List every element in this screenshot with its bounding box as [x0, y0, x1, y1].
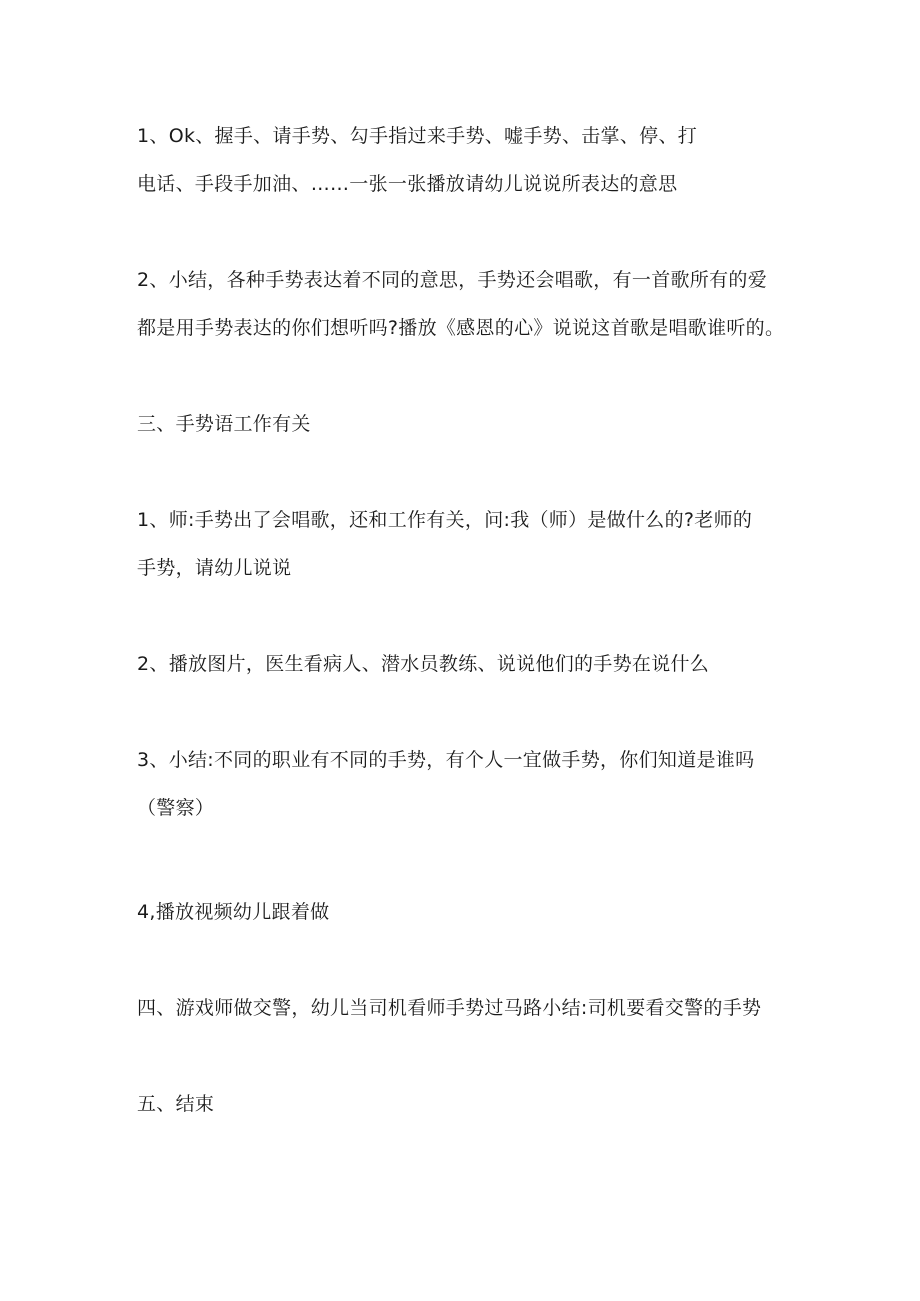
text-line: 手势，请幼儿说说 — [137, 557, 292, 579]
section-heading: 三、手势语工作有关 — [137, 413, 311, 435]
section-heading: 五、结束 — [137, 1093, 215, 1115]
text-line: 1、Ok、握手、请手势、勾手指过来手势、嘘手势、击掌、停、打 — [137, 125, 698, 147]
text-line: 2、播放图片，医生看病人、潜水员教练、说说他们的手势在说什么 — [137, 653, 710, 675]
section-heading: 四、游戏师做交警，幼儿当司机看师手势过马路小结:司机要看交警的手势 — [137, 997, 762, 1019]
text-line: 都是用手势表达的你们想听吗?播放《感恩的心》说说这首歌是唱歌谁听的。 — [137, 317, 785, 339]
text-line: 电话、手段手加油、……一张一张播放请幼儿说说所表达的意思 — [137, 173, 678, 195]
text-line: 1、师:手势出了会唱歌，还和工作有关，问:我（师）是做什么的?老师的 — [137, 509, 753, 531]
text-line: （警察） — [137, 797, 215, 819]
text-line: 3、小结:不同的职业有不同的手势，有个人一宜做手势，你们知道是谁吗 — [137, 749, 755, 771]
text-line: 2、小结，各种手势表达着不同的意思，手势还会唱歌，有一首歌所有的爱 — [137, 269, 767, 291]
text-line: 4,播放视频幼儿跟着做 — [137, 901, 330, 923]
